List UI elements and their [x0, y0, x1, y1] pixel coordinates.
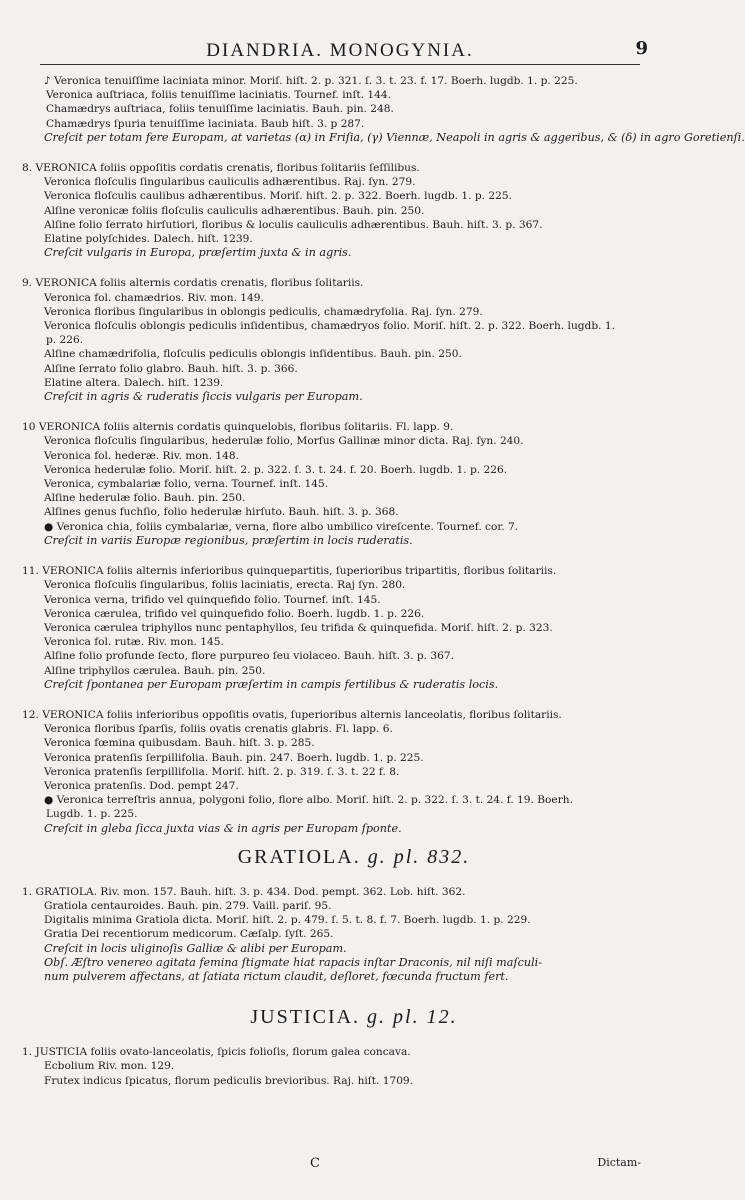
synonym-line: Veronica hederulæ folio. Moriſ. hiſt. 2. p. 322. ſ. 3. t. 24. f. 20. Boerh. lugdb. 1. p. 226.: [44, 463, 508, 476]
habitat-line: Creſcit vulgaris in Europa, præſertim juxta & in agris.: [44, 246, 352, 260]
synonym-line: p. 226.: [46, 334, 84, 347]
species-heading: 9. VERONICA foliis alternis cordatis crenatis, floribus ſolitariis.: [22, 277, 364, 290]
synonym-line: Veronica fol. chamædrios. Riv. mon. 149.: [44, 291, 264, 304]
synonym-line: Alſine folio profunde ſecto, flore purpureo ſeu violaceo. Bauh. hiſt. 3. p. 367.: [44, 650, 454, 663]
justicia-entries: [14, 1045, 654, 1088]
synonym-line: Veronica fœmina quibusdam. Bauh. hiſt. 3. p. 285.: [44, 737, 315, 750]
running-header: [40, 18, 648, 65]
genus-name: GRATIOLA.: [237, 845, 361, 868]
text-body: [14, 74, 745, 1088]
synonym-line: Veronica floſculis ſingularibus cauliculis adhærentibus. Raj. ſyn. 279.: [44, 176, 416, 189]
synonym-line: Veronica floſculis oblongis pediculis inſidentibus, chamædryos folio. Moriſ. hiſt. 2. p. 322. Boerh. lugdb. 1.: [44, 320, 615, 333]
synonym-line: Lugdb. 1. p. 225.: [46, 808, 138, 821]
synonym-line: Chamædrys ſpuria tenuiſſime laciniata. Baub hiſt. 3. p 287.: [46, 117, 365, 130]
genus-heading-gratiola: [14, 846, 654, 869]
synonym-line: ♪ Veronica tenuiſſime laciniata minor. Moriſ. hiſt. 2. p. 321. ſ. 3. t. 23. f. 17. Boerh. lugdb. 1. p. 225.: [44, 75, 578, 87]
synonym-line: Veronica floribus ſparſis, foliis ovatis crenatis glabris. Fl. lapp. 6.: [44, 723, 393, 736]
species-heading: 8. VERONICA foliis oppoſitis cordatis crenatis, floribus ſolitariis ſeſſilibus.: [22, 162, 420, 175]
synonym-line: Veronica floribus ſingularibus in oblongis pediculis, chamædryfolia. Raj. ſyn. 279.: [44, 305, 483, 318]
spacer: [14, 548, 654, 564]
synonym-line: Veronica floſculis ſingularibus, hederulæ folio, Morſus Gallinæ minor dicta. Raj. ſyn. 240.: [44, 435, 524, 448]
signature-mark: C: [310, 1156, 320, 1171]
synonym-line: Veronica fol. rutæ. Riv. mon. 145.: [44, 636, 224, 649]
habitat-line: Creſcit in locis uliginoſis Galliæ & alibi per Europam.: [44, 941, 347, 955]
habitat-line: Obſ. Æſtro venereo agitata femina ſtigmate hiat rapacis inſtar Draconis, nil niſi maſculi-: [44, 955, 543, 969]
genus-ref: g. pl. 12.: [367, 1006, 458, 1029]
synonym-line: Veronica cærulea, trifido vel quinquefido folio. Boerh. lugdb. 1. p. 226.: [44, 607, 425, 620]
habitat-line: Creſcit per totam fere Europam, at varietas (α) in Friſia, (γ) Viennæ, Neapoli in agris & aggeribus, & (δ) in agro Goretienſi.: [44, 130, 745, 144]
catchword: Dictam-: [597, 1156, 641, 1169]
habitat-line: Creſcit in gleba ſicca juxta vias & in agris per Europam ſponte.: [44, 821, 402, 835]
species-heading: 12. VERONICA foliis inferioribus oppoſitis ovatis, ſuperioribus alternis lanceolatis, floribus ſolitariis.: [22, 708, 562, 721]
synonym-line: ● Veronica terreſtris annua, polygoni folio, flore albo. Moriſ. hiſt. 2. p. 322. ſ. 3. t. 24. f. 19. Boerh.: [44, 794, 573, 807]
spacer: [14, 260, 654, 276]
synonym-line: Digitalis minima Gratiola dicta. Moriſ. hiſt. 2. p. 479. ſ. 5. t. 8. f. 7. Boerh. lugdb. 1. p. 229.: [44, 914, 531, 927]
synonym-line: Elatine altera. Dalech. hiſt. 1239.: [44, 376, 224, 389]
synonym-line: Alſine hederulæ folio. Bauh. pin. 250.: [44, 492, 246, 505]
species-heading: 1. GRATIOLA. Riv. mon. 157. Bauh. hiſt. 3. p. 434. Dod. pempt. 362. Lob. hiſt. 362.: [22, 885, 466, 898]
species-heading: 1. JUSTICIA foliis ovato-lanceolatis, ſpicis folioſis, florum galea concava.: [22, 1046, 411, 1059]
spacer: [14, 692, 654, 708]
synonym-line: Veronica floſculis ſingularibus, foliis laciniatis, erecta. Raj ſyn. 280.: [44, 579, 406, 592]
synonym-line: Frutex indicus ſpicatus, florum pediculis brevioribus. Raj. hiſt. 1709.: [44, 1074, 414, 1087]
synonym-line: Ecbolium Riv. mon. 129.: [44, 1060, 175, 1073]
synonym-line: Alſine ſerrato folio glabro. Bauh. hiſt. 3. p. 366.: [44, 362, 298, 375]
synonym-line: Veronica, cymbalariæ folio, verna. Tournef. inſt. 145.: [44, 478, 329, 491]
habitat-line: num pulverem affectans, at ſatiata rictum claudit, deſloret, fœcunda fructum fert.: [44, 969, 509, 983]
synonym-line: Alſine veronicæ foliis floſculis cauliculis adhærentibus. Bauh. pin. 250.: [44, 204, 425, 217]
gratiola-entries: [14, 885, 654, 984]
synonym-line: Veronica pratenſis. Dod. pempt 247.: [44, 779, 239, 792]
synonym-line: Veronica cærulea triphyllos nunc pentaphyllos, ſeu trifida & quinquefida. Moriſ. hiſt. 2. p. 323.: [44, 621, 553, 634]
synonym-line: Alſine folio ſerrato hirſutiori, floribus & loculis cauliculis adhærentibus. Bauh. hiſt. 3. p. 367.: [44, 218, 543, 231]
synonym-line: Alſine chamædrifolia, floſculis pediculis oblongis inſidentibus. Bauh. pin. 250.: [44, 348, 462, 361]
veronica-entries: [14, 74, 745, 836]
synonym-line: Gratia Dei recentiorum medicorum. Cæſalp. ſyſt. 265.: [44, 928, 334, 941]
genus-name: JUSTICIA.: [250, 1006, 361, 1029]
synonym-line: Veronica fol. hederæ. Riv. mon. 148.: [44, 449, 239, 462]
synonym-line: Chamædrys auſtriaca, foliis tenuiſſime laciniatis. Bauh. pin. 248.: [46, 103, 394, 116]
synonym-line: Gratiola centauroides. Bauh. pin. 279. Vaill. pariſ. 95.: [44, 899, 332, 912]
synonym-line: Alſines genus fuchſio, folio hederulæ hirſuto. Bauh. hiſt. 3. p. 368.: [44, 506, 399, 519]
page-number: 9: [635, 38, 648, 59]
synonym-line: Alſine triphyllos cærulea. Bauh. pin. 250.: [44, 664, 266, 677]
genus-ref: g. pl. 832.: [367, 845, 471, 868]
synonym-line: Veronica pratenſis ſerpillifolia. Bauh. pin. 247. Boerh. lugdb. 1. p. 225.: [44, 751, 424, 764]
genus-heading-justicia: [14, 1006, 654, 1029]
synonym-line: Veronica floſculis caulibus adhærentibus. Moriſ. hiſt. 2. p. 322. Boerh. lugdb. 1. p. 225.: [44, 190, 512, 203]
spacer: [14, 404, 654, 420]
page-title: DIANDRIA. MONOGYNIA.: [206, 40, 474, 61]
synonym-line: Veronica verna, trifido vel quinquefido folio. Tournef. inſt. 145.: [44, 593, 381, 606]
species-heading: 10 VERONICA foliis alternis cordatis quinquelobis, floribus ſolitariis. Fl. lapp. 9.: [22, 421, 454, 434]
synonym-line: Veronica auſtriaca, foliis tenuiſſime laciniatis. Tournef. inſt. 144.: [46, 89, 391, 102]
habitat-line: Creſcit ſpontanea per Europam præſertim in campis fertilibus & ruderatis locis.: [44, 677, 499, 691]
habitat-line: Creſcit in agris & ruderatis ſiccis vulgaris per Europam.: [44, 390, 363, 404]
habitat-line: Creſcit in variis Europæ regionibus, præſertim in locis ruderatis.: [44, 533, 413, 547]
species-heading: 11. VERONICA foliis alternis inferioribus quinquepartitis, ſuperioribus tripartitis, floribus ſolitariis.: [22, 565, 557, 578]
synonym-line: Elatine polyſchides. Dalech. hiſt. 1239.: [44, 233, 253, 246]
spacer: [14, 145, 654, 161]
synonym-line: Veronica pratenſis ſerpillifolia. Moriſ. hiſt. 2. p. 319. ſ. 3. t. 22 f. 8.: [44, 765, 400, 778]
synonym-line: ● Veronica chia, foliis cymbalariæ, verna, flore albo umbilico vireſcente. Tournef. cor. 7.: [44, 520, 519, 533]
